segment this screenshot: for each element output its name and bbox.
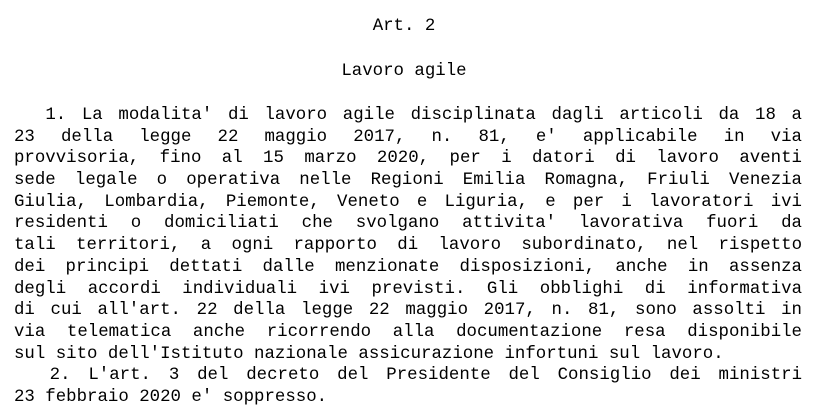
paragraph-1-line: provvisoria, fino al 15 marzo 2020, per i datori di lavoro aventi bbox=[14, 149, 802, 169]
article-body bbox=[14, 105, 802, 409]
paragraph-2-last-line: 23 febbraio 2020 e' soppresso. bbox=[14, 387, 328, 407]
paragraph-2-line: 2. L'art. 3 del decreto del Presidente del Consiglio dei ministri bbox=[14, 366, 802, 386]
paragraph-1-line: Giulia, Lombardia, Piemonte, Veneto e Liguria, e per i lavoratori ivi bbox=[14, 192, 802, 212]
paragraph-1-line: residenti o domiciliati che svolgano attivita' lavorativa fuori da bbox=[14, 214, 802, 234]
paragraph-1-line: dei principi dettati dalle menzionate disposizioni, anche in assenza bbox=[14, 257, 802, 277]
article-number: Art. 2 bbox=[372, 17, 436, 36]
article-title: Lavoro agile bbox=[341, 62, 467, 81]
paragraph-1-last-line: sul sito dell'Istituto nazionale assicurazione infortuni sul lavoro. bbox=[14, 344, 724, 364]
paragraph-1-line: degli accordi individuali ivi previsti. Gli obblighi di informativa bbox=[14, 279, 802, 299]
paragraph-1-line: sede legale o operativa nelle Regioni Emilia Romagna, Friuli Venezia bbox=[14, 171, 802, 191]
paragraph-1-line: 23 della legge 22 maggio 2017, n. 81, e' applicabile in via bbox=[14, 127, 802, 147]
paragraph-1-line: tali territori, a ogni rapporto di lavoro subordinato, nel rispetto bbox=[14, 236, 802, 256]
paragraph-1-line: di cui all'art. 22 della legge 22 maggio 2017, n. 81, sono assolti in bbox=[14, 301, 802, 321]
paragraph-1-line: 1. La modalita' di lavoro agile disciplinata dagli articoli da 18 a bbox=[14, 106, 802, 125]
paragraph-1-line: via telematica anche ricorrendo alla documentazione resa disponibile bbox=[14, 322, 802, 342]
